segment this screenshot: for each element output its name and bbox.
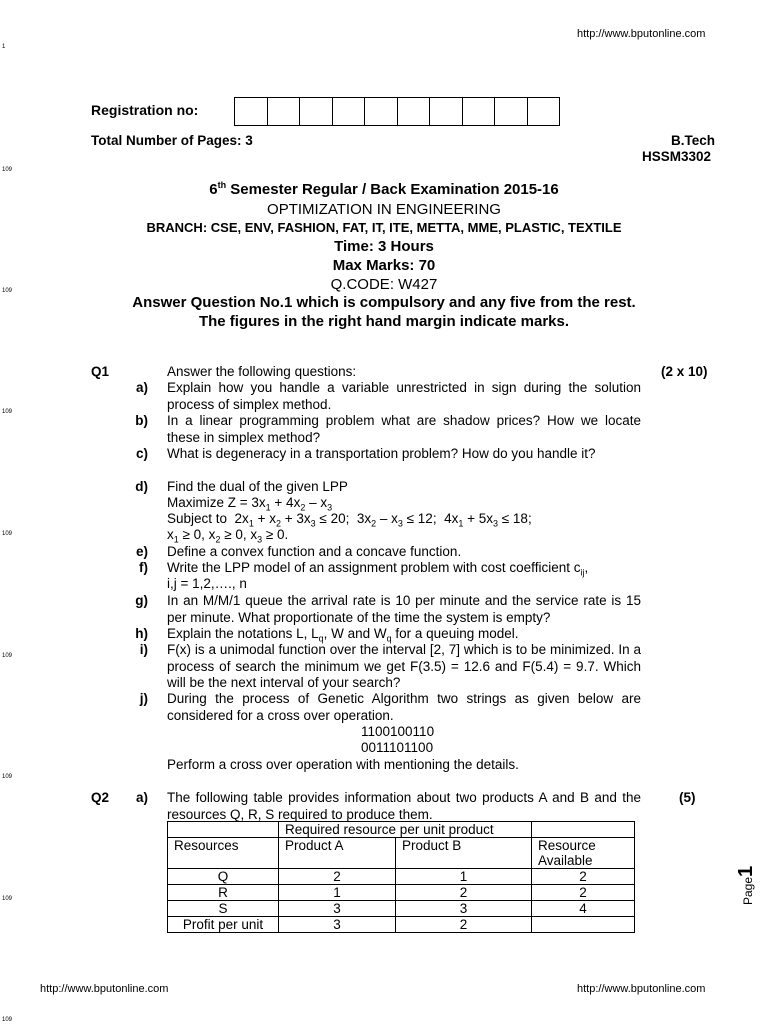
q1j-text: During the process of Genetic Algorithm two strings as given below are considered for a cross over operation. [167,691,641,723]
table-header-row [168,838,635,869]
table-cell: 2 [396,917,532,933]
table-cell: 2 [279,869,396,885]
max-marks: Max Marks: 70 [332,257,436,274]
reg-box [299,97,333,126]
q1f-text: Write the LPP model of an assignment problem with cost coefficient $c_{ij}$, [167,560,589,578]
binary-string-1: 1100100110 [361,724,435,739]
binary-string-2: 0011101100 [361,740,434,755]
margin-mark: 109 [2,531,13,537]
degree: B.Tech [671,133,716,148]
reg-box [429,97,463,126]
q1h-text: Explain the notations L, $L_q$, W and $W_q$ for a queuing model. [167,626,519,644]
table-cell: Q [168,869,279,885]
table-cell: 1 [279,885,396,901]
col-header-available [532,838,635,869]
table-cell [532,822,635,838]
margin-mark: 109 [2,288,13,294]
q2-marks: (5) [679,790,696,805]
part-label: c) [135,446,148,461]
col-header-available-line1: Resource [538,838,596,853]
table-cell: 2 [532,885,635,901]
q1a-text: Explain how you handle a variable unrestricted in sign during the solution process of simplex method. [167,380,641,412]
total-pages: Total Number of Pages: 3 [91,133,253,148]
margin-mark: 1 [2,44,6,50]
q1h-text-main: Explain the notations L, L [167,626,319,641]
margin-mark: 109 [2,774,13,780]
reg-box [234,97,268,126]
question-number: Q2 [91,790,110,805]
reg-box [267,97,301,126]
part-label: b) [135,413,148,428]
q1d-nonnegativity: $x_1 \ge 0$, $x_2 \ge 0$, $x_3 \ge 0$. [167,527,289,545]
registration-label: Registration no: [91,102,199,118]
margin-mark: 109 [2,167,13,173]
table-cell [168,822,279,838]
subject: OPTIMIZATION IN ENGINEERING [267,201,501,218]
table-cell: 3 [279,917,396,933]
q1-intro: Answer the following questions: [167,364,357,379]
semester-number: 6 [209,181,218,198]
exam-title [0,180,768,198]
col-header-product-a: Product A [279,838,396,869]
semester-suffix: th [217,180,227,190]
q1c-text: What is degeneracy in a transportation problem? How do you handle it? [167,446,596,461]
branch: BRANCH: CSE, ENV, FASHION, FAT, IT, ITE, METTA, MME, PLASTIC, TEXTILE [146,220,622,235]
col-header-resources: Resources [168,838,279,869]
col-header-product-b: Product B [396,838,532,869]
header-url[interactable]: http://www.bputonline.com [577,28,706,40]
instruction-2: The figures in the right hand margin indicate marks. [198,313,570,330]
footer-url-left[interactable]: http://www.bputonline.com [40,983,169,995]
margin-mark: 109 [2,1017,13,1023]
part-label: i) [139,642,148,657]
table-group-header: Required resource per unit product [279,822,532,838]
col-header-available-line2: Available [538,853,593,868]
margin-mark: 109 [2,409,13,415]
part-label: d) [135,479,148,494]
table-cell: 2 [532,869,635,885]
q1f-text-main: Write the LPP model of an assignment problem with cost coefficient c [167,560,581,575]
resource-table [167,821,635,933]
q1d-objective: Maximize $Z = 3x_1 + 4x_2 - x_3$ [167,495,333,513]
margin-mark: 109 [2,896,13,902]
q1-marks: (2 x 10) [661,364,708,379]
part-label: j) [139,691,148,706]
page-digit: 1 [735,865,757,877]
table-cell [532,917,635,933]
table-row [168,917,635,933]
semester-text: Semester Regular / Back Examination 2015-16 [226,181,559,198]
instruction-1: Answer Question No.1 which is compulsory and any five from the rest. [132,294,636,311]
part-label: h) [135,626,148,641]
table-cell: 3 [396,901,532,917]
q1e-text: Define a convex function and a concave function. [167,544,462,559]
table-row [168,901,635,917]
part-label: g) [135,593,148,608]
table-row [168,885,635,901]
exam-time: Time: 3 Hours [334,238,434,255]
q1b-text: In a linear programming problem what are shadow prices? How we locate these in simplex method? [167,413,641,445]
course-code: HSSM3302 [642,149,712,164]
table-cell: 2 [396,885,532,901]
table-row [168,822,635,838]
reg-box [494,97,528,126]
part-label: e) [135,544,148,559]
table-row [168,869,635,885]
q1j-follow: Perform a cross over operation with mentioning the details. [167,757,519,772]
part-label: f) [139,560,148,575]
q1d-text: Find the dual of the given LPP [167,479,348,494]
margin-mark: 109 [2,653,13,659]
part-label: a) [135,790,148,805]
registration-boxes [235,97,560,126]
page-word: Page [741,876,755,905]
table-cell: 4 [532,901,635,917]
q1f-indices: i,j = 1,2,…., n [167,576,247,591]
reg-box [527,97,561,126]
table-cell: S [168,901,279,917]
question-number: Q1 [91,364,110,379]
q1g-text: In an M/M/1 queue the arrival rate is 10 per minute and the service rate is 15 per minute. What proportionate of the time the system is empty? [167,593,641,625]
table-cell: 1 [396,869,532,885]
page-number [735,866,758,905]
reg-box [364,97,398,126]
table-cell: R [168,885,279,901]
footer-url-right[interactable]: http://www.bputonline.com [577,983,706,995]
q1i-text: F(x) is a unimodal function over the interval [2, 7] which is to be minimized. In a process of search the minimum we get F(3.5) = 12.6 and F(5.4) = 9.7. Which will be the next interval of your search? [167,642,641,690]
reg-box [332,97,366,126]
q-code: Q.CODE: W427 [330,276,438,293]
table-cell: Profit per unit [168,917,279,933]
reg-box [397,97,431,126]
table-cell: 3 [279,901,396,917]
q2a-text: The following table provides information about two products A and B and the resources Q, R, S required to produce them. [167,790,641,822]
q1d-constraints: Subject to $2x_1 + x_2 + 3x_3 \le 20$; $3x_2 - x_3 \le 12$; $4x_1 + 5x_3 \le 18$; [167,511,532,529]
reg-box [462,97,496,126]
part-label: a) [135,380,148,395]
